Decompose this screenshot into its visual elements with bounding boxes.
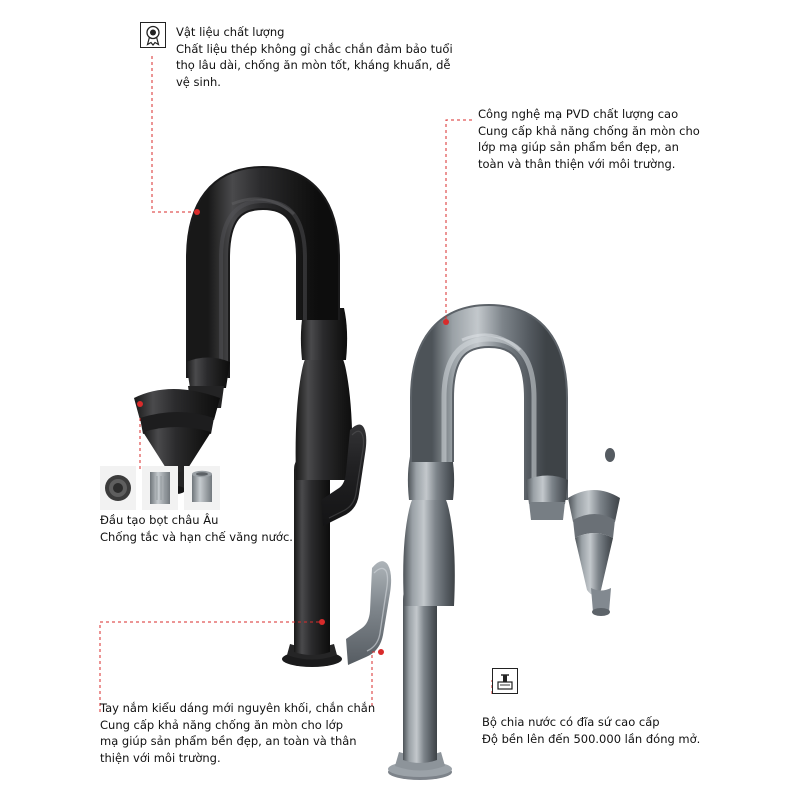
callout-body: Độ bền lên đến 500.000 lần đóng mở. [482, 731, 701, 746]
callout-aerator [100, 512, 340, 545]
callout-ceramic-cartridge [482, 714, 736, 747]
faucet-gunmetal-graphic [346, 326, 620, 780]
cartridge-icon [492, 668, 518, 694]
callout-body: Cung cấp khả năng chống ăn mòn cho lớp mạ giúp sản phẩm bền đẹp, an toàn và thân thiện với môi trường. [100, 717, 357, 766]
callout-body: Chất liệu thép không gỉ chắc chắn đảm bảo tuổi thọ lâu dài, chống ăn mòn tốt, kháng khuẩn, dễ vệ sinh. [176, 41, 453, 90]
callout-body: Cung cấp khả năng chống ăn mòn cho lớp mạ giúp sản phẩm bền đẹp, an toàn và thân thiện với môi trường. [478, 123, 700, 172]
aerator-parts-icon [100, 466, 220, 510]
callout-title: Đầu tạo bọt châu Âu [100, 513, 219, 527]
callout-material-quality [176, 24, 466, 91]
faucet-black-graphic [134, 188, 366, 667]
callout-pvd-coating [478, 106, 704, 173]
callout-title: Tay nắm kiểu dáng mới nguyên khối, chắn chắn [100, 701, 376, 715]
callout-handle [100, 700, 376, 767]
callout-body: Chống tắc và hạn chế văng nước. [100, 529, 293, 544]
callout-title: Bộ chia nước có đĩa sứ cao cấp [482, 715, 660, 729]
medal-ribbon-icon [140, 22, 166, 48]
callout-title: Vật liệu chất lượng [176, 25, 285, 39]
callout-title: Công nghệ mạ PVD chất lượng cao [478, 107, 679, 121]
